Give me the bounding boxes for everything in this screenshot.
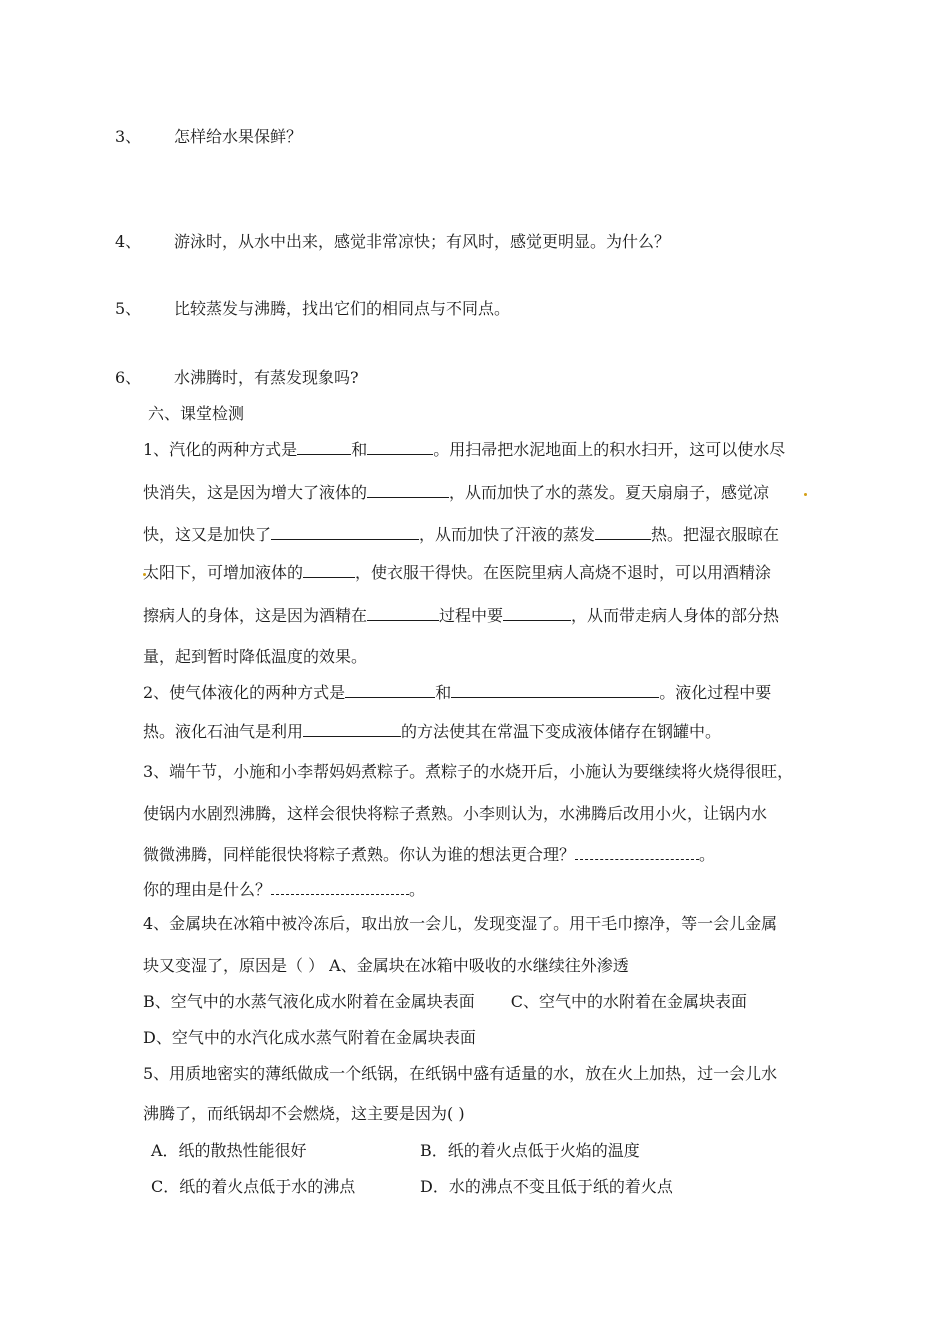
question-text: 比较蒸发与沸腾，找出它们的相同点与不同点。 — [174, 299, 511, 318]
q3-line-3: 微微沸腾，同样能很快将粽子煮熟。你认为谁的想法更合理？ 。 — [143, 845, 716, 864]
blank[interactable] — [595, 525, 651, 540]
blank[interactable] — [297, 440, 351, 455]
option-a: A．纸的散热性能很好 — [151, 1141, 307, 1160]
q1-line-6: 量，起到暂时降低温度的效果。 — [143, 647, 368, 666]
q4-line-1: 4、金属块在冰箱中被冷冻后，取出放一会儿，发现变湿了。用干毛巾擦净，等一会儿金属 — [143, 914, 778, 933]
option-b: B．纸的着火点低于火焰的温度 — [420, 1141, 640, 1160]
question-text: 游泳时，从水中出来，感觉非常凉快；有风时，感觉更明显。为什么？ — [174, 232, 671, 251]
blank[interactable] — [271, 880, 409, 895]
blank[interactable] — [271, 525, 419, 540]
option-c: C、空气中的水附着在金属块表面 — [510, 992, 748, 1011]
q3-line-2: 使锅内水剧烈沸腾，这样会很快将粽子煮熟。小李则认为，水沸腾后改用小火，让锅内水 — [143, 804, 768, 823]
q4-line-2: 块又变湿了，原因是（ ） A、金属块在冰箱中吸收的水继续往外渗透 — [143, 956, 629, 975]
q2-line-1: 2、使气体液化的两种方式是 和 。液化过程中要 — [143, 683, 772, 702]
blank[interactable] — [303, 563, 355, 578]
option-b: B、空气中的水蒸气液化成水附着在金属块表面 — [143, 992, 475, 1011]
option-d: D．水的沸点不变且低于纸的着火点 — [420, 1177, 673, 1196]
q3-line-1: 3、端午节，小施和小李帮妈妈煮粽子。煮粽子的水烧开后，小施认为要继续将火烧得很旺， — [143, 762, 794, 781]
question-number: 6、 — [115, 368, 142, 387]
q2-line-2: 热。液化石油气是利用 的方法使其在常温下变成液体储存在钢罐中。 — [143, 722, 722, 741]
blank[interactable] — [451, 683, 659, 698]
question-number: 4、 — [115, 232, 142, 251]
q5-line-1: 5、用质地密实的薄纸做成一个纸锅，在纸锅中盛有适量的水，放在火上加热，过一会儿水 — [143, 1064, 778, 1083]
q5-line-2: 沸腾了，而纸锅却不会燃烧，这主要是因为( ) — [143, 1104, 465, 1123]
q3-line-4: 你的理由是什么？ 。 — [143, 880, 426, 899]
option-c: C．纸的着火点低于水的沸点 — [151, 1177, 356, 1196]
q1-line-1: 1、汽化的两种方式是 和 。用扫帚把水泥地面上的积水扫开，这可以使水尽 — [143, 440, 786, 459]
question-text: 怎样给水果保鲜？ — [174, 127, 303, 146]
blank[interactable] — [503, 606, 571, 621]
question-text: 水沸腾时，有蒸发现象吗? — [174, 368, 359, 387]
stray-mark — [804, 493, 807, 496]
q4-line-4: D、空气中的水汽化成水蒸气附着在金属块表面 — [143, 1028, 476, 1047]
blank[interactable] — [303, 722, 401, 737]
q4-line-3 — [143, 992, 747, 1012]
q1-line-5: 擦病人的身体，这是因为酒精在 过程中要 ，从而带走病人身体的部分热 — [143, 606, 780, 625]
blank[interactable] — [367, 440, 433, 455]
blank[interactable] — [575, 845, 699, 860]
q1-line-4: 太阳下，可增加液体的 ，使衣服干得快。在医院里病人高烧不退时，可以用酒精涂 — [143, 563, 772, 582]
question-number: 3、 — [115, 127, 142, 146]
q1-line-2: 快消失，这是因为增大了液体的 ，从而加快了水的蒸发。夏天扇扇子，感觉凉 — [143, 483, 770, 502]
q1-line-3: 快，这又是加快了 ，从而加快了汗液的蒸发 热。把湿衣服晾在 — [143, 525, 780, 544]
blank[interactable] — [367, 483, 449, 498]
blank[interactable] — [345, 683, 435, 698]
question-number: 5、 — [115, 299, 142, 318]
section-title: 六、课堂检测 — [148, 404, 245, 423]
blank[interactable] — [367, 606, 439, 621]
